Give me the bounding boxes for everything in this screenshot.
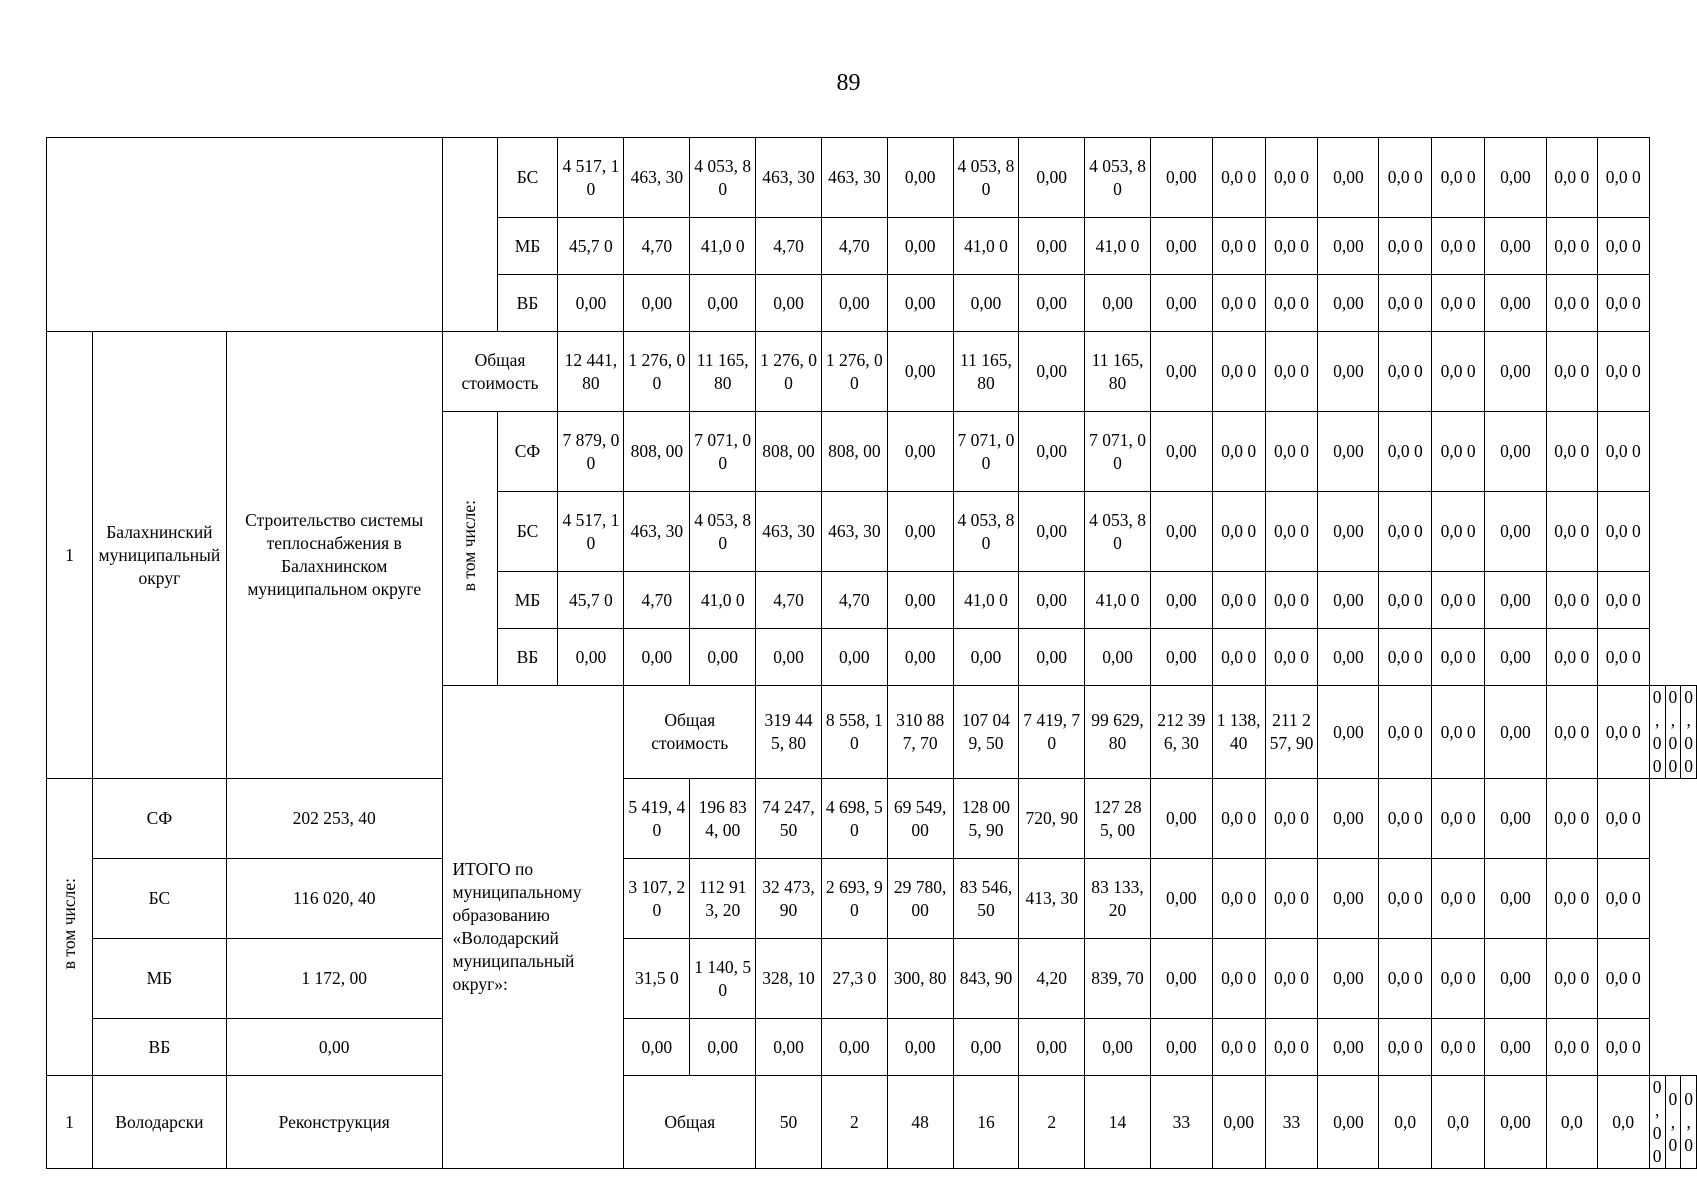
table-row [47, 1019, 1697, 1076]
value-cell: 0,00 [756, 275, 822, 332]
value-cell: 0,0 0 [1212, 275, 1265, 332]
value-cell: 0,00 [1085, 275, 1151, 332]
value-cell: 41,0 0 [1085, 572, 1151, 629]
value-cell: 0,00 [756, 1019, 822, 1076]
value-cell: 0,0 0 [1432, 332, 1485, 412]
value-cell: 0,0 0 [1379, 275, 1432, 332]
value-cell: 463, 30 [821, 492, 887, 572]
value-cell: 7 071, 00 [953, 412, 1019, 492]
value-cell: 0,00 [690, 275, 756, 332]
value-cell: 1 140, 50 [690, 939, 756, 1019]
fund-label: МБ [497, 572, 558, 629]
value-cell: 0,0 0 [1597, 686, 1649, 779]
value-cell: 0,00 [1019, 138, 1085, 218]
value-cell: 0,00 [887, 332, 953, 412]
value-cell: 0,0 0 [1597, 332, 1649, 412]
value-cell: 0,00 [1318, 686, 1379, 779]
fund-label: СФ [497, 412, 558, 492]
municipality-name: Володарски [92, 1076, 226, 1169]
value-cell: 128 005, 90 [953, 779, 1019, 859]
value-cell: 0,00 [756, 629, 822, 686]
value-cell: 0,0 0 [1432, 1019, 1485, 1076]
value-cell: 48 [887, 1076, 953, 1169]
value-cell: 0,00 [1150, 629, 1212, 686]
value-cell: 0,00 [821, 629, 887, 686]
value-cell: 0,0 0 [1212, 939, 1265, 1019]
value-cell: 0,00 [1150, 859, 1212, 939]
value-cell: 0,00 [624, 1019, 690, 1076]
value-cell: 0,0 0 [1379, 1019, 1432, 1076]
value-cell: 0,00 [558, 275, 624, 332]
value-cell: 0,00 [1150, 1019, 1212, 1076]
value-cell: 4,70 [624, 572, 690, 629]
value-cell: 4 517, 10 [558, 492, 624, 572]
table-row [47, 332, 1697, 412]
value-cell: 12 441, 80 [558, 332, 624, 412]
value-cell: 0,0 0 [1379, 138, 1432, 218]
value-cell: 7 071, 00 [1085, 412, 1151, 492]
value-cell: 0,00 [1150, 138, 1212, 218]
in-total-cell [442, 412, 497, 686]
value-cell: 0,0 0 [1597, 138, 1649, 218]
value-cell: 1 276, 00 [624, 332, 690, 412]
value-cell: 0,0 0 [1546, 779, 1597, 859]
value-cell: 2 693, 90 [821, 859, 887, 939]
value-cell: 0,0 0 [1265, 629, 1318, 686]
value-cell: 0,0 [1379, 1076, 1432, 1169]
value-cell: 0,0 0 [1432, 412, 1485, 492]
value-cell: 0,0 0 [1597, 629, 1649, 686]
value-cell: 300, 80 [887, 939, 953, 1019]
value-cell: 107 049, 50 [953, 686, 1019, 779]
value-cell: 0,00 [1485, 859, 1547, 939]
value-cell: 33 [1265, 1076, 1318, 1169]
value-cell: 11 165, 80 [953, 332, 1019, 412]
value-cell: 0,0 0 [1546, 412, 1597, 492]
value-cell: 2 [821, 1076, 887, 1169]
value-cell: 0,0 0 [1265, 1019, 1318, 1076]
value-cell: 0,0 0 [1379, 629, 1432, 686]
value-cell: 99 629, 80 [1085, 686, 1151, 779]
value-cell: 0,0 0 [1597, 572, 1649, 629]
value-cell: 0,0 0 [1265, 859, 1318, 939]
value-cell: 0,00 [1485, 492, 1547, 572]
value-cell: 212 396, 30 [1150, 686, 1212, 779]
value-cell: 0,00 [1019, 412, 1085, 492]
value-cell: 0,00 [1485, 572, 1547, 629]
value-cell: 7 071, 00 [690, 412, 756, 492]
value-cell: 4 053, 80 [953, 138, 1019, 218]
value-cell: 0,00 [1318, 332, 1379, 412]
value-cell: 0,00 [887, 629, 953, 686]
value-cell: 310 887, 70 [887, 686, 953, 779]
value-cell: 4 053, 80 [690, 138, 756, 218]
value-cell: 0,00 [1019, 492, 1085, 572]
value-cell: 0,0 0 [1432, 492, 1485, 572]
value-cell: 4 517, 10 [558, 138, 624, 218]
value-cell: 45,7 0 [558, 218, 624, 275]
value-cell: 0,00 [1485, 1019, 1547, 1076]
value-cell: 4 698, 50 [821, 779, 887, 859]
value-cell: 16 [953, 1076, 1019, 1169]
value-cell: 0,00 [1318, 859, 1379, 939]
value-cell: 0,0 0 [1546, 572, 1597, 629]
value-cell: 0,00 [1150, 939, 1212, 1019]
value-cell: 0,0 0 [1265, 138, 1318, 218]
fund-label: ВБ [497, 275, 558, 332]
value-cell: 0,00 [1485, 1076, 1547, 1169]
value-cell: 463, 30 [756, 492, 822, 572]
value-cell: 463, 30 [756, 138, 822, 218]
value-cell: 45,7 0 [558, 572, 624, 629]
total-cost-label: Общая [624, 1076, 756, 1169]
value-cell: 0,00 [1318, 572, 1379, 629]
value-cell: 0,00 [887, 412, 953, 492]
value-cell: 4 053, 80 [690, 492, 756, 572]
value-cell: 0,00 [624, 629, 690, 686]
value-cell: 0,0 0 [1546, 629, 1597, 686]
value-cell: 7 879, 00 [558, 412, 624, 492]
value-cell: 0,0 0 [1265, 412, 1318, 492]
value-cell: 0,00 [690, 1019, 756, 1076]
value-cell: 0,0 0 [1432, 218, 1485, 275]
fund-label: БС [92, 859, 226, 939]
project-name: Реконструкция [226, 1076, 442, 1169]
value-cell: 0,0 [1681, 1076, 1697, 1169]
value-cell: 0,00 [624, 275, 690, 332]
value-cell: 1 276, 00 [756, 332, 822, 412]
value-cell: 0,0 0 [1546, 275, 1597, 332]
value-cell: 8 558, 10 [821, 686, 887, 779]
value-cell: 839, 70 [1085, 939, 1151, 1019]
value-cell: 1 138, 40 [1212, 686, 1265, 779]
value-cell: 112 913, 20 [690, 859, 756, 939]
blank-cell [47, 138, 443, 332]
value-cell: 0,0 0 [1546, 686, 1597, 779]
value-cell: 0,00 [887, 275, 953, 332]
value-cell: 4,70 [821, 572, 887, 629]
value-cell: 0,0 0 [1212, 138, 1265, 218]
value-cell: 0,00 [1318, 779, 1379, 859]
in-total-cell [47, 779, 93, 1076]
fund-label: ВБ [92, 1019, 226, 1076]
value-cell: 32 473, 90 [756, 859, 822, 939]
value-cell: 0,00 [226, 1019, 442, 1076]
value-cell: 4,70 [624, 218, 690, 275]
value-cell: 0,0 0 [1546, 939, 1597, 1019]
value-cell: 328, 10 [756, 939, 822, 1019]
value-cell: 0,0 0 [1597, 779, 1649, 859]
value-cell: 0,0 0 [1432, 859, 1485, 939]
value-cell: 0,00 [1150, 275, 1212, 332]
value-cell: 0,00 [1485, 332, 1547, 412]
value-cell: 0,0 0 [1432, 686, 1485, 779]
value-cell: 0,00 [887, 218, 953, 275]
fund-label: ВБ [497, 629, 558, 686]
value-cell: 0,00 [1649, 1076, 1665, 1169]
value-cell: 720, 90 [1019, 779, 1085, 859]
value-cell: 0,00 [821, 275, 887, 332]
value-cell: 0,0 0 [1546, 1019, 1597, 1076]
value-cell: 0,0 [1546, 1076, 1597, 1169]
value-cell: 11 165, 80 [690, 332, 756, 412]
value-cell: 4,70 [821, 218, 887, 275]
value-cell: 0,0 0 [1597, 412, 1649, 492]
fund-label: БС [497, 138, 558, 218]
value-cell: 4 053, 80 [953, 492, 1019, 572]
value-cell: 0,00 [1485, 779, 1547, 859]
value-cell: 0,0 0 [1379, 859, 1432, 939]
fund-label: БС [497, 492, 558, 572]
value-cell: 7 419, 70 [1019, 686, 1085, 779]
value-cell: 0,00 [1019, 629, 1085, 686]
value-cell: 0,0 0 [1546, 218, 1597, 275]
value-cell: 0,0 0 [1379, 686, 1432, 779]
value-cell: 463, 30 [624, 492, 690, 572]
value-cell: 0,00 [1649, 686, 1665, 779]
value-cell: 0,0 0 [1432, 629, 1485, 686]
value-cell: 808, 00 [821, 412, 887, 492]
value-cell: 41,0 0 [1085, 218, 1151, 275]
value-cell: 0,0 0 [1432, 939, 1485, 1019]
value-cell: 0,00 [953, 1019, 1019, 1076]
value-cell: 0,00 [1318, 275, 1379, 332]
value-cell: 0,0 0 [1212, 492, 1265, 572]
value-cell: 0,00 [887, 1019, 953, 1076]
table-row [47, 779, 1697, 859]
value-cell: 5 419, 40 [624, 779, 690, 859]
value-cell: 0,00 [887, 572, 953, 629]
table-row [47, 939, 1697, 1019]
value-cell: 41,0 0 [690, 572, 756, 629]
value-cell: 843, 90 [953, 939, 1019, 1019]
value-cell: 0,0 0 [1432, 275, 1485, 332]
value-cell: 0,0 0 [1379, 492, 1432, 572]
table-row [47, 138, 1697, 218]
value-cell: 116 020, 40 [226, 859, 442, 939]
value-cell: 0,0 0 [1597, 218, 1649, 275]
value-cell: 4,70 [756, 572, 822, 629]
value-cell: 0,0 0 [1265, 332, 1318, 412]
value-cell: 0,0 0 [1265, 218, 1318, 275]
value-cell: 74 247, 50 [756, 779, 822, 859]
value-cell: 0,00 [1485, 412, 1547, 492]
value-cell: 0,0 0 [1212, 332, 1265, 412]
value-cell: 0,00 [1150, 572, 1212, 629]
value-cell: 0,00 [1085, 1019, 1151, 1076]
value-cell: 83 133, 20 [1085, 859, 1151, 939]
value-cell: 0,0 0 [1597, 1019, 1649, 1076]
value-cell: 0,00 [1318, 1019, 1379, 1076]
value-cell: 0,00 [1485, 275, 1547, 332]
value-cell: 0,00 [1150, 779, 1212, 859]
value-cell: 0,0 0 [1546, 492, 1597, 572]
value-cell: 413, 30 [1019, 859, 1085, 939]
value-cell: 0,00 [1019, 218, 1085, 275]
value-cell: 31,5 0 [624, 939, 690, 1019]
value-cell: 41,0 0 [953, 572, 1019, 629]
value-cell: 0,00 [690, 629, 756, 686]
value-cell: 0,00 [953, 275, 1019, 332]
value-cell: 0,00 [1150, 218, 1212, 275]
value-cell: 0,0 [1665, 1076, 1681, 1169]
in-total-label: в том числе: [58, 878, 79, 970]
value-cell: 0,00 [1212, 1076, 1265, 1169]
value-cell: 0,0 0 [1546, 859, 1597, 939]
value-cell: 0,0 0 [1265, 572, 1318, 629]
blank-cell [442, 138, 497, 332]
table-row [47, 859, 1697, 939]
value-cell: 0,0 0 [1212, 859, 1265, 939]
value-cell: 0,00 [1318, 939, 1379, 1019]
project-name: Строительство системы теплоснабжения в Балахнинском муниципальном округе [226, 332, 442, 779]
value-cell: 0,00 [1019, 332, 1085, 412]
value-cell: 0,0 0 [1546, 332, 1597, 412]
value-cell: 1 276, 00 [821, 332, 887, 412]
value-cell: 0,00 [1485, 138, 1547, 218]
value-cell: 14 [1085, 1076, 1151, 1169]
value-cell: 4,70 [756, 218, 822, 275]
value-cell: 0,0 [1432, 1076, 1485, 1169]
value-cell: 0,0 0 [1265, 492, 1318, 572]
value-cell: 0,0 0 [1681, 686, 1697, 779]
row-number: 1 [47, 1076, 93, 1169]
value-cell: 0,00 [1318, 492, 1379, 572]
value-cell: 83 546, 50 [953, 859, 1019, 939]
value-cell: 0,0 0 [1379, 572, 1432, 629]
value-cell: 0,0 0 [1432, 572, 1485, 629]
value-cell: 319 445, 80 [756, 686, 822, 779]
value-cell: 0,00 [1019, 572, 1085, 629]
fund-label: МБ [497, 218, 558, 275]
value-cell: 0,0 0 [1212, 218, 1265, 275]
value-cell: 0,00 [1019, 275, 1085, 332]
value-cell: 0,0 0 [1379, 412, 1432, 492]
value-cell: 0,0 0 [1432, 779, 1485, 859]
in-total-label: в том числе: [459, 499, 480, 592]
value-cell: 0,00 [953, 629, 1019, 686]
value-cell: 0,0 0 [1665, 686, 1681, 779]
value-cell: 0,0 0 [1265, 939, 1318, 1019]
value-cell: 0,0 [1597, 1076, 1649, 1169]
value-cell: 29 780, 00 [887, 859, 953, 939]
municipality-name: Балахнинский муниципальный округ [92, 332, 226, 779]
value-cell: 27,3 0 [821, 939, 887, 1019]
value-cell: 0,0 0 [1265, 779, 1318, 859]
value-cell: 0,00 [1085, 629, 1151, 686]
value-cell: 0,0 0 [1432, 138, 1485, 218]
value-cell: 0,00 [1150, 492, 1212, 572]
value-cell: 0,0 0 [1212, 629, 1265, 686]
value-cell: 0,0 0 [1212, 412, 1265, 492]
value-cell: 3 107, 20 [624, 859, 690, 939]
value-cell: 0,00 [1485, 629, 1547, 686]
value-cell: 0,0 0 [1379, 332, 1432, 412]
total-cost-label: Общая стоимость [442, 332, 558, 412]
value-cell: 196 834, 00 [690, 779, 756, 859]
budget-table [46, 137, 1697, 1169]
value-cell: 463, 30 [624, 138, 690, 218]
value-cell: 0,00 [887, 492, 953, 572]
value-cell: 41,0 0 [953, 218, 1019, 275]
value-cell: 808, 00 [624, 412, 690, 492]
value-cell: 0,00 [1318, 412, 1379, 492]
value-cell: 0,00 [1318, 138, 1379, 218]
value-cell: 0,0 0 [1379, 779, 1432, 859]
fund-label: СФ [92, 779, 226, 859]
value-cell: 463, 30 [821, 138, 887, 218]
value-cell: 0,00 [1019, 1019, 1085, 1076]
value-cell: 33 [1150, 1076, 1212, 1169]
value-cell: 211 257, 90 [1265, 686, 1318, 779]
value-cell: 11 165, 80 [1085, 332, 1151, 412]
value-cell: 50 [756, 1076, 822, 1169]
value-cell: 0,00 [1318, 629, 1379, 686]
value-cell: 0,0 0 [1212, 572, 1265, 629]
value-cell: 0,00 [558, 629, 624, 686]
row-number: 1 [47, 332, 93, 779]
table-row [47, 1076, 1697, 1169]
value-cell: 0,00 [1150, 412, 1212, 492]
value-cell: 0,00 [1485, 939, 1547, 1019]
value-cell: 0,0 0 [1597, 492, 1649, 572]
value-cell: 0,0 0 [1597, 275, 1649, 332]
value-cell: 4,20 [1019, 939, 1085, 1019]
fund-label: МБ [92, 939, 226, 1019]
value-cell: 41,0 0 [690, 218, 756, 275]
value-cell: 1 172, 00 [226, 939, 442, 1019]
value-cell: 0,00 [1318, 1076, 1379, 1169]
value-cell: 0,00 [821, 1019, 887, 1076]
page-number: 89 [836, 70, 861, 96]
value-cell: 202 253, 40 [226, 779, 442, 859]
value-cell: 2 [1019, 1076, 1085, 1169]
value-cell: 0,00 [1150, 332, 1212, 412]
value-cell: 808, 00 [756, 412, 822, 492]
value-cell: 0,0 0 [1212, 779, 1265, 859]
value-cell: 4 053, 80 [1085, 492, 1151, 572]
value-cell: 4 053, 80 [1085, 138, 1151, 218]
value-cell: 0,00 [1318, 218, 1379, 275]
value-cell: 0,0 0 [1265, 275, 1318, 332]
value-cell: 127 285, 00 [1085, 779, 1151, 859]
value-cell: 69 549, 00 [887, 779, 953, 859]
value-cell: 0,00 [1485, 686, 1547, 779]
value-cell: 0,0 0 [1379, 218, 1432, 275]
value-cell: 0,0 0 [1379, 939, 1432, 1019]
value-cell: 0,0 0 [1597, 939, 1649, 1019]
value-cell: 0,0 0 [1212, 1019, 1265, 1076]
value-cell: 0,0 0 [1597, 859, 1649, 939]
value-cell: 0,00 [1485, 218, 1547, 275]
total-label: ИТОГО по муниципальному образованию «Володарский муниципальный округ»: [442, 686, 624, 1169]
total-cost-label: Общая стоимость [624, 686, 756, 779]
value-cell: 0,00 [887, 138, 953, 218]
value-cell: 0,0 0 [1546, 138, 1597, 218]
